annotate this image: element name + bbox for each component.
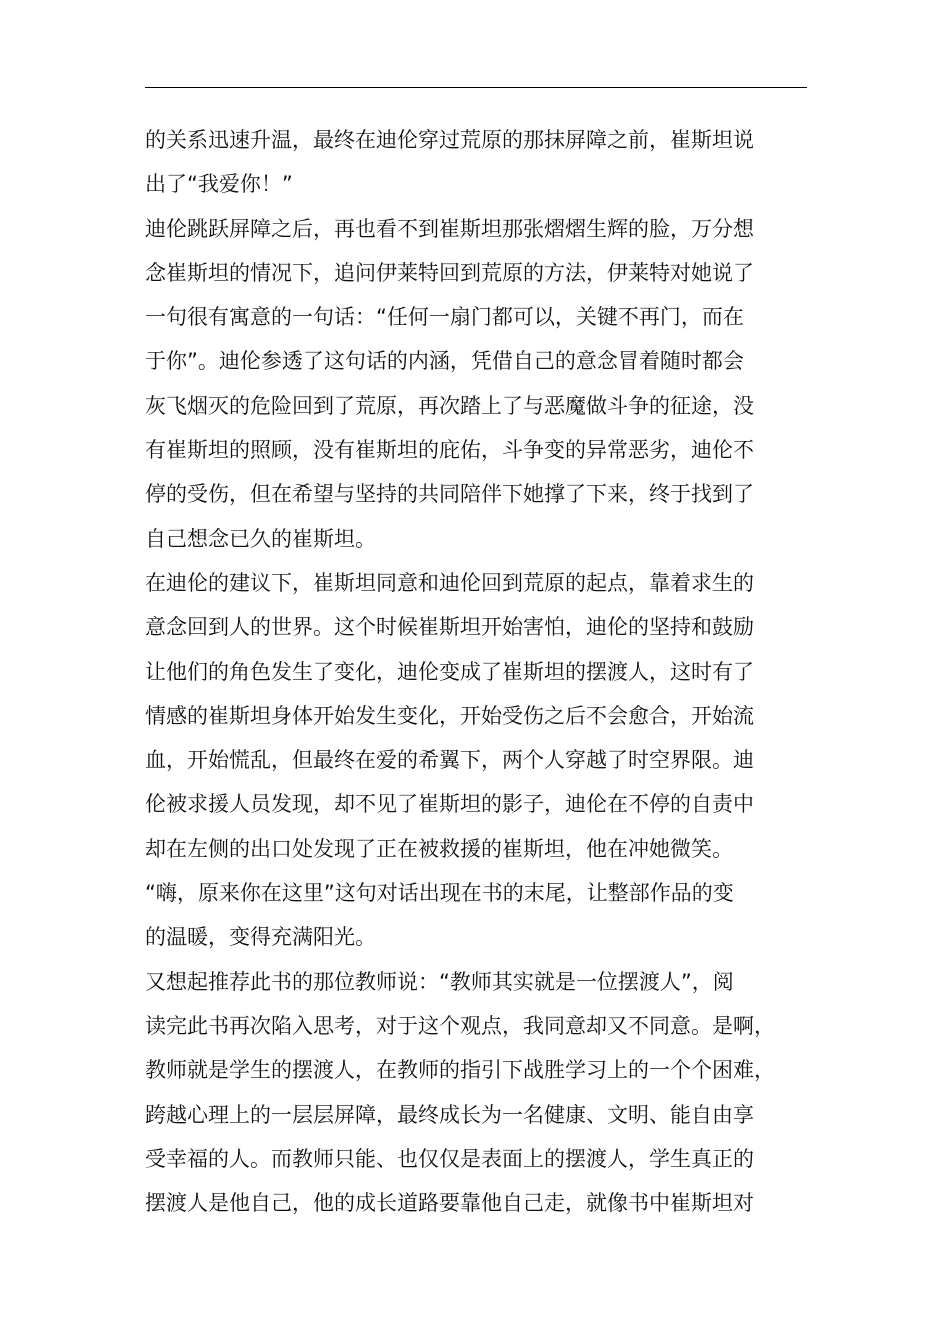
text-line: 的关系迅速升温，最终在迪伦穿过荒原的那抹屏障之前，崔斯坦说	[145, 128, 754, 152]
text-line: 跨越心理上的一层层屏障，最终成长为一名健康、文明、能自由享	[145, 1102, 754, 1127]
text-line: 读完此书再次陷入思考，对于这个观点，我同意却又不同意。是啊，	[145, 1013, 775, 1038]
text-line: 伦被求援人员发现，却不见了崔斯坦的影子，迪伦在不停的自责中	[145, 792, 754, 817]
text-line: 摆渡人是他自己，他的成长道路要靠他自己走，就像书中崔斯坦对	[145, 1191, 754, 1216]
text-line: “嗨，原来你在这里”这句对话出现在书的末尾，让整部作品的变	[145, 881, 734, 906]
text-line: 却在左侧的出口处发现了正在被救援的崔斯坦，他在冲她微笑。	[145, 836, 733, 861]
text-line: 血，开始慌乱，但最终在爱的希翼下，两个人穿越了时空界限。迪	[145, 748, 754, 773]
text-line: 情感的崔斯坦身体开始发生变化，开始受伤之后不会愈合，开始流	[145, 703, 754, 728]
text-line: 出了“我爱你！”	[145, 172, 293, 197]
header-rule	[145, 87, 807, 88]
text-line: 有崔斯坦的照顾，没有崔斯坦的庇佑，斗争变的异常恶劣，迪伦不	[145, 438, 754, 463]
text-line: 又想起推荐此书的那位教师说：“教师其实就是一位摆渡人”，阅	[145, 969, 734, 994]
text-line: 于你”。迪伦参透了这句话的内涵，凭借自己的意念冒着随时都会	[145, 349, 744, 374]
text-line: 自己想念已久的崔斯坦。	[145, 526, 376, 551]
text-line: 意念回到人的世界。这个时候崔斯坦开始害怕，迪伦的坚持和鼓励	[145, 615, 754, 640]
text-line: 在迪伦的建议下，崔斯坦同意和迪伦回到荒原的起点，靠着求生的	[145, 570, 754, 595]
text-line: 受幸福的人。而教师只能、也仅仅是表面上的摆渡人，学生真正的	[145, 1146, 754, 1171]
body-text	[145, 118, 807, 1225]
text-line: 灰飞烟灭的危险回到了荒原，再次踏上了与恶魔做斗争的征途，没	[145, 393, 754, 418]
text-line: 迪伦跳跃屏障之后，再也看不到崔斯坦那张熠熠生辉的脸，万分想	[145, 216, 754, 241]
text-line: 停的受伤，但在希望与坚持的共同陪伴下她撑了下来，终于找到了	[145, 482, 754, 507]
text-line: 教师就是学生的摆渡人，在教师的指引下战胜学习上的一个个困难，	[145, 1058, 775, 1083]
text-line: 念崔斯坦的情况下，追问伊莱特回到荒原的方法，伊莱特对她说了	[145, 260, 754, 285]
text-line: 让他们的角色发生了变化，迪伦变成了崔斯坦的摆渡人，这时有了	[145, 659, 754, 684]
text-line: 一句很有寓意的一句话：“任何一扇门都可以，关键不再门，而在	[145, 305, 744, 330]
text-line: 的温暖，变得充满阳光。	[145, 925, 376, 950]
